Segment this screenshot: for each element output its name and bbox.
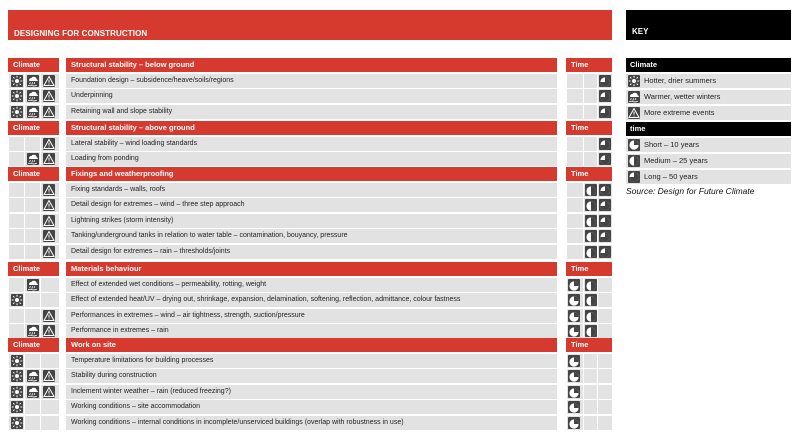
table-row	[8, 369, 612, 383]
climate-cell	[24, 214, 40, 228]
key-item-label: Medium – 25 years	[644, 156, 708, 165]
clock-long-icon	[599, 199, 611, 211]
climate-cell	[40, 278, 59, 292]
sun-icon	[11, 370, 23, 382]
warning-icon	[43, 310, 55, 322]
section-title: Structural stability – above ground	[66, 121, 557, 135]
table-row	[8, 198, 612, 212]
climate-cell	[24, 152, 40, 166]
climate-cell	[24, 245, 40, 259]
climate-cell	[40, 324, 59, 338]
time-cell	[583, 278, 597, 292]
clock-short-icon	[628, 139, 640, 151]
row-text: Temperature limitations for building processes	[66, 354, 557, 368]
section-title: Work on site	[66, 338, 557, 352]
climate-cell	[8, 385, 24, 399]
clock-medium-icon	[585, 294, 597, 306]
row-text: Lateral stability – wind loading standards	[66, 137, 557, 151]
climate-cell	[8, 74, 24, 88]
climate-header: Climate	[8, 167, 59, 181]
table-row	[8, 137, 612, 151]
row-text: Inclement winter weather – rain (reduced freezing?)	[66, 385, 557, 399]
key-climate-item	[626, 106, 791, 120]
time-cell	[583, 416, 597, 430]
clock-long-icon	[599, 138, 611, 150]
time-cell	[597, 198, 612, 212]
time-cell	[566, 183, 583, 197]
title-banner	[8, 10, 612, 40]
section-title: Structural stability – below ground	[66, 58, 557, 72]
time-cell	[597, 105, 612, 119]
table-row	[8, 245, 612, 259]
time-cell	[597, 229, 612, 243]
time-cell	[566, 198, 583, 212]
climate-cell	[24, 324, 40, 338]
climate-cell	[40, 229, 59, 243]
table-row	[8, 385, 612, 399]
table-row	[8, 214, 612, 228]
key-climate-item	[626, 74, 791, 88]
time-header: Time	[566, 58, 612, 72]
clock-medium-icon	[585, 199, 597, 211]
climate-cell	[8, 309, 24, 323]
page-title: DESIGNING FOR CONSTRUCTION	[14, 29, 148, 38]
climate-cell	[24, 198, 40, 212]
wind-rain-icon	[628, 91, 640, 103]
row-text: Performances in extremes – wind – air tightness, strength, suction/pressure	[66, 309, 557, 323]
climate-cell	[24, 354, 40, 368]
time-cell	[566, 369, 583, 383]
climate-header: Climate	[8, 58, 59, 72]
wind-rain-icon	[27, 279, 39, 291]
time-cell	[583, 385, 597, 399]
clock-long-icon	[599, 153, 611, 165]
sun-icon	[11, 294, 23, 306]
clock-medium-icon	[585, 246, 597, 258]
section	[8, 58, 612, 121]
key-item-label: More extreme events	[644, 108, 715, 117]
climate-header: Climate	[8, 262, 59, 276]
table-row	[8, 416, 612, 430]
section-title: Fixings and weatherproofing	[66, 167, 557, 181]
time-cell	[566, 309, 583, 323]
key-time-item	[626, 154, 791, 168]
clock-medium-icon	[585, 325, 597, 337]
row-text: Retaining wall and slope stability	[66, 105, 557, 119]
table-row	[8, 183, 612, 197]
warning-icon	[43, 75, 55, 87]
climate-cell	[40, 214, 59, 228]
time-cell	[583, 400, 597, 414]
time-cell	[583, 74, 597, 88]
sun-icon	[11, 401, 23, 413]
time-cell	[597, 278, 612, 292]
clock-medium-icon	[585, 230, 597, 242]
key-item-label: Short – 10 years	[644, 140, 700, 149]
clock-short-icon	[568, 325, 580, 337]
climate-cell	[8, 416, 24, 430]
climate-cell	[40, 198, 59, 212]
row-text: Detail design for extremes – wind – three step approach	[66, 198, 557, 212]
key-header	[626, 10, 791, 40]
clock-short-icon	[568, 417, 580, 429]
time-cell	[597, 400, 612, 414]
key-item-label: Hotter, drier summers	[644, 76, 717, 85]
time-cell	[583, 293, 597, 307]
time-cell	[597, 137, 612, 151]
clock-long-icon	[599, 184, 611, 196]
time-cell	[597, 369, 612, 383]
climate-cell	[24, 137, 40, 151]
key-title: KEY	[632, 27, 649, 36]
clock-long-icon	[599, 106, 611, 118]
clock-medium-icon	[585, 184, 597, 196]
climate-cell	[24, 400, 40, 414]
key-item-label: Warmer, wetter winters	[644, 92, 721, 101]
clock-long-icon	[599, 75, 611, 87]
climate-cell	[8, 245, 24, 259]
time-cell	[566, 152, 583, 166]
warning-icon	[43, 230, 55, 242]
sun-icon	[11, 75, 23, 87]
climate-cell	[40, 245, 59, 259]
time-cell	[566, 278, 583, 292]
climate-cell	[8, 183, 24, 197]
warning-icon	[43, 386, 55, 398]
climate-cell	[24, 369, 40, 383]
clock-short-icon	[568, 279, 580, 291]
time-cell	[583, 354, 597, 368]
clock-short-icon	[568, 401, 580, 413]
climate-cell	[8, 293, 24, 307]
climate-cell	[8, 324, 24, 338]
time-cell	[566, 137, 583, 151]
row-text: Loading from ponding	[66, 152, 557, 166]
climate-cell	[40, 105, 59, 119]
row-text: Foundation design – subsidence/heave/soils/regions	[66, 74, 557, 88]
time-cell	[597, 214, 612, 228]
row-text: Performance in extremes – rain	[66, 324, 557, 338]
table-row	[8, 354, 612, 368]
key-item-label: Long – 50 years	[644, 172, 698, 181]
clock-medium-icon	[585, 279, 597, 291]
sun-icon	[11, 355, 23, 367]
row-text: Working conditions – internal conditions in incomplete/unserviced buildings (overlap with robustness in use)	[66, 416, 557, 430]
climate-cell	[24, 385, 40, 399]
time-cell	[583, 369, 597, 383]
climate-cell	[40, 400, 59, 414]
climate-cell	[8, 198, 24, 212]
source-caption: Source: Design for Future Climate	[626, 186, 755, 196]
time-cell	[566, 416, 583, 430]
time-cell	[566, 105, 583, 119]
climate-header: Climate	[8, 338, 59, 352]
climate-cell	[8, 214, 24, 228]
clock-short-icon	[568, 310, 580, 322]
time-cell	[566, 229, 583, 243]
wind-rain-icon	[27, 370, 39, 382]
row-text: Underpinning	[66, 89, 557, 103]
section	[8, 167, 612, 261]
row-text: Effect of extended heat/UV – drying out, shrinkage, expansion, delamination, softening, reflection, admittance, colour fastness	[66, 293, 557, 307]
climate-cell	[40, 152, 59, 166]
climate-cell	[8, 369, 24, 383]
warning-icon	[43, 370, 55, 382]
climate-cell	[40, 369, 59, 383]
time-cell	[597, 324, 612, 338]
section-title: Materials behaviour	[66, 262, 557, 276]
clock-short-icon	[568, 370, 580, 382]
climate-cell	[24, 278, 40, 292]
warning-icon	[628, 107, 640, 119]
time-cell	[597, 293, 612, 307]
time-cell	[566, 214, 583, 228]
warning-icon	[43, 246, 55, 258]
climate-cell	[8, 400, 24, 414]
row-text: Working conditions – site accommodation	[66, 400, 557, 414]
climate-cell	[8, 89, 24, 103]
warning-icon	[43, 153, 55, 165]
climate-cell	[24, 89, 40, 103]
time-cell	[583, 245, 597, 259]
time-cell	[583, 137, 597, 151]
time-cell	[597, 416, 612, 430]
climate-header: Climate	[8, 121, 59, 135]
clock-medium-icon	[585, 215, 597, 227]
time-cell	[597, 89, 612, 103]
row-text: Effect of extended wet conditions – permeability, rotting, weight	[66, 278, 557, 292]
wind-rain-icon	[27, 325, 39, 337]
climate-cell	[8, 229, 24, 243]
time-cell	[597, 183, 612, 197]
time-header: Time	[566, 338, 612, 352]
time-header: Time	[566, 262, 612, 276]
section	[8, 262, 612, 340]
climate-cell	[24, 105, 40, 119]
time-cell	[583, 309, 597, 323]
time-cell	[566, 293, 583, 307]
wind-rain-icon	[27, 75, 39, 87]
time-cell	[583, 105, 597, 119]
time-cell	[566, 89, 583, 103]
time-cell	[597, 309, 612, 323]
time-cell	[597, 354, 612, 368]
clock-long-icon	[599, 215, 611, 227]
climate-cell	[40, 416, 59, 430]
section	[8, 338, 612, 432]
climate-cell	[8, 278, 24, 292]
climate-cell	[8, 105, 24, 119]
row-text: Tanking/underground tanks in relation to water table – contamination, bouyancy, pressure	[66, 229, 557, 243]
climate-cell	[24, 229, 40, 243]
time-cell	[583, 183, 597, 197]
climate-cell	[24, 293, 40, 307]
time-cell	[583, 198, 597, 212]
sun-icon	[11, 106, 23, 118]
key-time-header: time	[626, 122, 791, 136]
wind-rain-icon	[27, 153, 39, 165]
warning-icon	[43, 106, 55, 118]
time-cell	[566, 354, 583, 368]
section	[8, 121, 612, 168]
clock-short-icon	[568, 355, 580, 367]
table-row	[8, 400, 612, 414]
time-cell	[583, 89, 597, 103]
clock-long-icon	[599, 90, 611, 102]
climate-cell	[40, 74, 59, 88]
climate-cell	[24, 309, 40, 323]
warning-icon	[43, 325, 55, 337]
clock-medium-icon	[585, 310, 597, 322]
row-text: Lightning strikes (storm intensity)	[66, 214, 557, 228]
clock-short-icon	[568, 294, 580, 306]
table-row	[8, 105, 612, 119]
key-climate-item	[626, 90, 791, 104]
warning-icon	[43, 184, 55, 196]
time-cell	[597, 152, 612, 166]
climate-cell	[40, 309, 59, 323]
table-row	[8, 74, 612, 88]
warning-icon	[43, 138, 55, 150]
warning-icon	[43, 90, 55, 102]
sun-icon	[11, 386, 23, 398]
time-cell	[566, 385, 583, 399]
time-cell	[566, 245, 583, 259]
sun-icon	[11, 417, 23, 429]
time-cell	[583, 152, 597, 166]
row-text: Stability during construction	[66, 369, 557, 383]
time-cell	[583, 214, 597, 228]
time-cell	[566, 74, 583, 88]
time-header: Time	[566, 121, 612, 135]
row-text: Detail design for extremes – rain – thresholds/joints	[66, 245, 557, 259]
climate-cell	[40, 293, 59, 307]
climate-cell	[8, 152, 24, 166]
key-time-item	[626, 170, 791, 184]
climate-cell	[24, 74, 40, 88]
row-text: Fixing standards – walls, roofs	[66, 183, 557, 197]
sun-icon	[11, 90, 23, 102]
climate-cell	[40, 183, 59, 197]
key-climate-header: Climate	[626, 58, 791, 72]
clock-short-icon	[568, 386, 580, 398]
warning-icon	[43, 215, 55, 227]
climate-cell	[24, 183, 40, 197]
sun-icon	[628, 75, 640, 87]
wind-rain-icon	[27, 106, 39, 118]
time-cell	[566, 400, 583, 414]
time-cell	[597, 385, 612, 399]
table-row	[8, 324, 612, 338]
key-time-item	[626, 138, 791, 152]
climate-cell	[24, 416, 40, 430]
time-header: Time	[566, 167, 612, 181]
wind-rain-icon	[27, 386, 39, 398]
climate-cell	[8, 137, 24, 151]
climate-cell	[40, 89, 59, 103]
climate-cell	[40, 137, 59, 151]
warning-icon	[43, 199, 55, 211]
table-row	[8, 309, 612, 323]
time-cell	[566, 324, 583, 338]
clock-long-icon	[599, 246, 611, 258]
clock-medium-icon	[628, 155, 640, 167]
clock-long-icon	[628, 171, 640, 183]
time-cell	[583, 324, 597, 338]
table-row	[8, 229, 612, 243]
table-row	[8, 152, 612, 166]
time-cell	[583, 229, 597, 243]
climate-cell	[40, 385, 59, 399]
clock-long-icon	[599, 230, 611, 242]
table-row	[8, 293, 612, 307]
wind-rain-icon	[27, 90, 39, 102]
table-row	[8, 278, 612, 292]
time-cell	[597, 74, 612, 88]
time-cell	[597, 245, 612, 259]
table-row	[8, 89, 612, 103]
climate-cell	[8, 354, 24, 368]
climate-cell	[40, 354, 59, 368]
